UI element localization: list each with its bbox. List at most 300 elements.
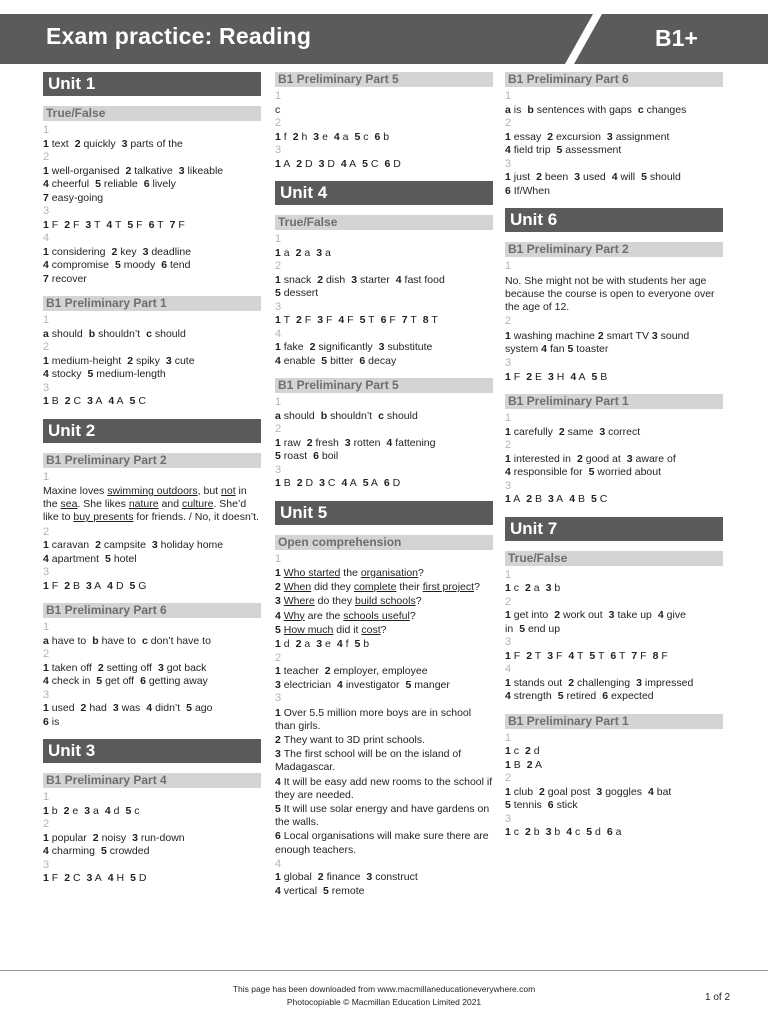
answer-text: don’t have to (150, 634, 211, 647)
answer-text: global (283, 871, 312, 884)
answer-marker: 4 (541, 342, 550, 355)
answer-line (275, 437, 493, 451)
answer-marker: 4 (43, 259, 49, 271)
answer-text: fattening (395, 436, 436, 449)
answer-text: used (583, 171, 606, 183)
unit-heading: Unit 6 (505, 208, 723, 232)
answer-text: had (89, 702, 107, 715)
answer-line (43, 192, 261, 206)
answer-marker: 6 (380, 314, 387, 326)
answer-line (43, 662, 261, 676)
answer-text: e (322, 130, 328, 143)
answer-marker: 1 (275, 638, 281, 651)
answer-marker: 2 (324, 665, 331, 678)
answer-text: fresh (315, 436, 339, 449)
answer-marker: 3 (596, 785, 603, 798)
answer-marker: 3 (86, 872, 93, 885)
exercise-number: 3 (505, 357, 512, 370)
exercise-number: 4 (275, 327, 282, 340)
answer-text: , but (197, 485, 222, 497)
answer-text: boil (321, 450, 339, 462)
answer-text: should (154, 327, 186, 340)
exercise-number: 1 (43, 791, 50, 804)
answer-marker: 6 (384, 157, 391, 170)
answer-text: raw (283, 436, 301, 449)
answer-text: T (431, 314, 438, 326)
answer-marker: 2 (296, 314, 302, 326)
answer-marker: 2 (80, 702, 87, 715)
answer-text: carefully (513, 425, 553, 438)
answer-marker: 3 (316, 638, 323, 651)
answer-text: smart TV (606, 329, 652, 342)
answer-marker: 4 (338, 314, 345, 326)
answer-text: snack (283, 273, 312, 286)
answer-marker: 2 (64, 579, 71, 592)
unit-heading: Unit 5 (275, 501, 493, 525)
answer-text: challenging (576, 676, 631, 689)
answer-marker: 4 (336, 638, 343, 651)
answer-text: D (392, 477, 401, 489)
answer-text: H (556, 370, 565, 383)
answer-marker: 4 (275, 884, 281, 897)
exercise-number: 2 (275, 117, 282, 129)
column-3 (505, 72, 723, 840)
header-bar (0, 14, 768, 64)
answer-text: deadline (151, 245, 192, 258)
section-heading: B1 Preliminary Part 5 (275, 378, 493, 393)
answer-text: . She’d like to (43, 498, 247, 524)
answer-marker: 6 (602, 690, 609, 703)
answer-marker: 1 (275, 341, 281, 353)
answer-text: considering (51, 245, 106, 258)
answer-line (43, 328, 261, 342)
answer-text: field trip (513, 144, 551, 156)
answer-text: give (666, 609, 686, 622)
answer-marker: 5 (557, 690, 564, 703)
answer-marker: c (378, 409, 384, 422)
answer-marker: 2 (95, 539, 101, 552)
answer-text: c (363, 130, 369, 143)
answer-marker: 2 (125, 164, 132, 177)
answer-marker: 1 (43, 831, 49, 844)
answer-line (275, 885, 493, 899)
answer-marker: 2 (525, 745, 531, 758)
answer-text: It will use solar energy and have gardens on the walls. (275, 802, 490, 829)
answer-text: b (533, 826, 540, 839)
answer-text: caravan (51, 539, 90, 552)
answer-line (505, 650, 723, 664)
answer-text: B (600, 370, 608, 383)
exercise-number: 2 (43, 525, 50, 538)
answer-line (275, 665, 493, 679)
answer-marker: 6 (383, 477, 390, 489)
download-note: This page has been downloaded from www.macmillaneducationeverywhere.com (232, 984, 536, 994)
answer-text: T (368, 314, 375, 326)
answer-text: cheerful (51, 178, 90, 190)
answer-text: Maxine loves (43, 485, 108, 497)
underlined-text: When (283, 581, 312, 594)
answer-text: F (661, 649, 668, 662)
answer-text: didn’t (155, 702, 181, 715)
column-1 (43, 72, 261, 886)
answer-text: B (513, 758, 521, 771)
answer-text: should (386, 409, 418, 422)
answer-marker: 2 (309, 341, 316, 353)
answer-text: shouldn’t (330, 409, 373, 422)
answer-marker: 3 (85, 218, 92, 231)
answer-marker: b (88, 327, 96, 340)
answer-line (43, 872, 261, 886)
answer-text: C (599, 493, 608, 506)
answer-marker: 5 (114, 259, 121, 271)
answer-marker: 2 (64, 395, 71, 407)
answer-text: T (618, 649, 626, 662)
exercise-number: 2 (275, 651, 282, 664)
answer-marker: 1 (43, 804, 49, 817)
answer-marker: 2 (97, 661, 104, 674)
answer-marker: 3 (636, 676, 642, 689)
answer-marker: 5 (127, 218, 134, 231)
answer-text: F (72, 218, 80, 231)
answer-text: T (410, 314, 417, 326)
answer-text: campsite (103, 539, 146, 552)
answer-text: interested in (513, 452, 571, 465)
answer-marker: 5 (362, 157, 368, 170)
answer-line (43, 539, 261, 553)
answer-marker: 4 (647, 785, 654, 798)
answer-marker: 1 (43, 661, 49, 674)
answer-marker: 3 (112, 702, 119, 715)
answer-paragraph (275, 624, 493, 637)
answer-text: B (283, 477, 291, 489)
exercise-number: 1 (505, 412, 512, 425)
section-heading: B1 Preliminary Part 1 (43, 296, 261, 311)
answer-marker: 2 (536, 171, 542, 183)
answer-marker: 4 (108, 395, 115, 407)
answer-line (505, 786, 723, 800)
answer-marker: 3 (626, 452, 633, 465)
answer-marker: 4 (275, 775, 284, 788)
answer-marker: 5 (130, 872, 136, 885)
answer-text: Over 5.5 million more boys are in school than girls. (275, 706, 472, 732)
answer-marker: 5 (589, 649, 596, 662)
answer-text: should (283, 409, 315, 422)
answer-marker: 5 (505, 799, 511, 812)
section-heading: True/False (43, 106, 261, 121)
answer-text: C (327, 477, 336, 489)
answer-text: tennis (513, 799, 542, 812)
answer-text: F (389, 314, 396, 326)
answer-line (505, 826, 723, 840)
exercise-number: 3 (275, 144, 282, 156)
answer-text: impressed (644, 676, 694, 689)
answer-text: b (383, 130, 390, 143)
answer-marker: 5 (100, 845, 107, 858)
answer-marker: 2 (525, 582, 531, 595)
section-heading: B1 Preliminary Part 2 (505, 242, 723, 257)
answer-line (43, 395, 261, 409)
answer-paragraph (275, 830, 493, 856)
answer-text: noisy (101, 831, 127, 844)
answer-text: D (115, 579, 124, 592)
answer-marker: 3 (178, 164, 185, 177)
answer-marker: 2 (292, 130, 299, 143)
answer-marker: 4 (43, 552, 49, 565)
answer-marker: 6 (313, 450, 319, 462)
answer-marker: 4 (104, 804, 111, 817)
copyright-note: Photocopiable © Macmillan Education Limited 2021 (286, 997, 482, 1007)
answer-marker: 3 (545, 582, 552, 595)
answer-line (505, 677, 723, 691)
answer-text: ? (418, 567, 424, 579)
answer-marker: 5 (275, 623, 284, 636)
answer-marker: 2 (547, 130, 554, 143)
exercise-number: 2 (43, 151, 50, 163)
answer-marker: 2 (111, 245, 118, 258)
answer-text: likeable (187, 164, 224, 177)
answer-text: investigator (345, 678, 400, 691)
answer-text: take up (617, 609, 652, 622)
answer-line (275, 274, 493, 288)
exercise-number: 1 (505, 731, 512, 744)
answer-line (275, 104, 493, 118)
answer-marker: 7 (43, 272, 49, 285)
answer-text: aware of (635, 452, 676, 465)
answer-marker: 2 (296, 157, 303, 170)
page-title: Exam practice: Reading (46, 23, 312, 49)
answer-text: T (597, 649, 605, 662)
answer-text: easy-going (51, 191, 104, 204)
answer-text: sound system (505, 329, 690, 355)
answer-marker: 4 (505, 690, 511, 703)
answer-line (43, 368, 261, 382)
answer-marker: c (146, 327, 152, 340)
answer-marker: 3 (366, 871, 373, 884)
answer-marker: 2 (526, 758, 533, 771)
answer-text: A (534, 758, 542, 771)
section-heading: B1 Preliminary Part 1 (505, 394, 723, 409)
answer-marker: 3 (85, 579, 92, 592)
answer-text: a (615, 826, 622, 839)
answer-text: will (620, 171, 636, 183)
answer-marker: c (637, 103, 644, 116)
answer-marker: 4 (566, 826, 573, 839)
answer-marker: 8 (652, 649, 659, 662)
answer-text: f (283, 130, 287, 143)
answer-marker: 6 (275, 830, 284, 843)
answer-marker: 5 (323, 884, 329, 897)
answer-text: F (640, 649, 647, 662)
answer-paragraph (275, 776, 493, 802)
answer-line (505, 759, 723, 773)
answer-text: are the (304, 609, 344, 622)
answer-marker: 5 (95, 178, 101, 190)
answer-marker: 4 (107, 872, 114, 885)
answer-text: H (116, 872, 125, 885)
answer-line (275, 477, 493, 491)
answer-marker: 5 (96, 675, 103, 688)
answer-marker: 7 (631, 649, 638, 662)
answer-marker: 5 (354, 638, 361, 651)
answer-text: stocky (51, 368, 82, 380)
answer-text: roast (283, 450, 308, 462)
answer-text: dessert (283, 287, 319, 299)
exercise-number: 1 (43, 470, 50, 483)
unit-heading: Unit 4 (275, 181, 493, 205)
answer-marker: 3 (151, 539, 158, 552)
answer-line (275, 450, 493, 464)
answer-text: T (283, 314, 290, 326)
answer-text: changes (646, 103, 687, 116)
section-heading: Open comprehension (275, 535, 493, 550)
answer-text: should (649, 171, 681, 183)
answer-text: A (578, 370, 586, 383)
answer-marker: 3 (574, 171, 581, 183)
answer-text: a (304, 638, 311, 651)
answer-marker: 5 (405, 678, 412, 691)
underlined-text: sea (60, 498, 78, 511)
answer-text: It will be easy add new rooms to the school if they are needed. (275, 775, 493, 801)
answer-marker: 4 (43, 368, 49, 380)
answer-line (275, 341, 493, 355)
exercise-number: 2 (275, 423, 282, 435)
answer-text: enable (283, 354, 316, 367)
answer-line (43, 138, 261, 152)
answer-marker: b (320, 409, 328, 422)
answer-marker: 6 (610, 649, 617, 662)
answer-text: T (93, 218, 101, 231)
answer-text: d (595, 826, 601, 839)
answer-marker: 3 (608, 609, 615, 622)
exercise-number: 3 (275, 300, 282, 313)
answer-marker: a (43, 634, 49, 647)
answer-text: have to (51, 634, 87, 647)
answer-text: T (157, 218, 164, 231)
answer-marker: 3 (84, 804, 91, 817)
exercise-number: 3 (43, 205, 50, 217)
answer-marker: 1 (275, 273, 281, 286)
answer-line (505, 144, 723, 158)
answer-text: F (347, 314, 354, 326)
exercise-number: 2 (43, 341, 50, 353)
answer-text: got back (166, 661, 207, 674)
answer-line (505, 171, 723, 185)
answer-marker: 6 (140, 675, 146, 688)
answer-marker: 1 (505, 582, 511, 595)
answer-marker: 1 (275, 130, 281, 143)
answer-text: was (121, 702, 141, 715)
answer-marker: a (505, 103, 511, 116)
answer-text: been (544, 171, 569, 183)
answer-text: responsible for (513, 466, 583, 479)
answer-text: is (513, 103, 522, 116)
answer-marker: 1 (505, 758, 511, 771)
answer-text: dish (325, 273, 346, 286)
answer-marker: 3 (316, 246, 323, 259)
answer-text: A (95, 395, 103, 407)
answer-paragraph (43, 485, 261, 525)
answer-marker: 8 (422, 314, 429, 326)
exercise-number: 1 (505, 260, 512, 272)
answer-text: did they (311, 581, 354, 594)
answer-text: excursion (555, 130, 601, 143)
answer-marker: 1 (505, 826, 511, 839)
answer-marker: 2 (568, 676, 575, 689)
answer-marker: 3 (344, 436, 351, 449)
answer-marker: 3 (547, 649, 554, 662)
answer-line (505, 799, 723, 813)
answer-text: D (393, 157, 401, 170)
answer-marker: 1 (43, 872, 49, 885)
answer-line (275, 158, 493, 172)
answer-marker: 1 (43, 702, 49, 715)
answer-marker: 1 (505, 609, 511, 622)
answer-text: strength (513, 690, 552, 703)
underlined-text: How much (283, 623, 334, 636)
answer-text: bat (656, 785, 672, 798)
exercise-number: 3 (275, 463, 282, 476)
answer-text: C (72, 872, 81, 885)
answer-text: vertical (283, 884, 318, 897)
answer-text: D (327, 157, 335, 170)
answer-text: well-organised (51, 164, 120, 177)
answer-line (43, 165, 261, 179)
answer-text: c (275, 103, 281, 116)
answer-text: d (113, 804, 120, 817)
answer-paragraph (275, 610, 493, 623)
answer-marker: 1 (505, 676, 511, 689)
answer-marker: 5 (321, 354, 328, 367)
answer-marker: 3 (275, 748, 284, 761)
answer-text: F (136, 218, 143, 231)
answer-text: substitute (387, 341, 433, 353)
answer-line (275, 247, 493, 261)
exercise-number: 3 (505, 157, 512, 170)
answer-line (505, 453, 723, 467)
answer-marker: 5 (590, 493, 597, 506)
answer-text: F (513, 649, 521, 662)
answer-marker: 4 (341, 477, 348, 489)
section-heading: True/False (275, 215, 493, 230)
answer-marker: 2 (558, 425, 565, 438)
answer-text: a (342, 130, 349, 143)
answer-text: starter (360, 273, 390, 286)
answer-marker: 2 (526, 649, 533, 662)
exercise-number: 3 (43, 688, 50, 701)
underlined-text: complete (353, 581, 397, 594)
answer-marker: 3 (142, 245, 149, 258)
answer-text: stands out (513, 676, 563, 689)
answer-marker: 1 (505, 425, 511, 438)
answer-marker: 4 (568, 649, 575, 662)
answer-paragraph (275, 803, 493, 829)
answer-text: b (554, 582, 561, 595)
answer-marker: 2 (295, 246, 302, 259)
exercise-number: 4 (505, 663, 512, 676)
answer-text: medium-height (51, 354, 122, 367)
answer-text: toaster (576, 342, 609, 355)
footer-divider (0, 970, 768, 971)
answer-text: worried about (597, 466, 662, 479)
answer-marker: 1 (275, 436, 281, 449)
answer-text: A (283, 157, 291, 170)
answer-marker: c (142, 634, 148, 647)
underlined-text: not (221, 485, 236, 497)
answer-marker: 1 (43, 218, 49, 231)
answer-line (275, 287, 493, 301)
answer-line (43, 553, 261, 567)
answer-text: did it (333, 623, 362, 636)
